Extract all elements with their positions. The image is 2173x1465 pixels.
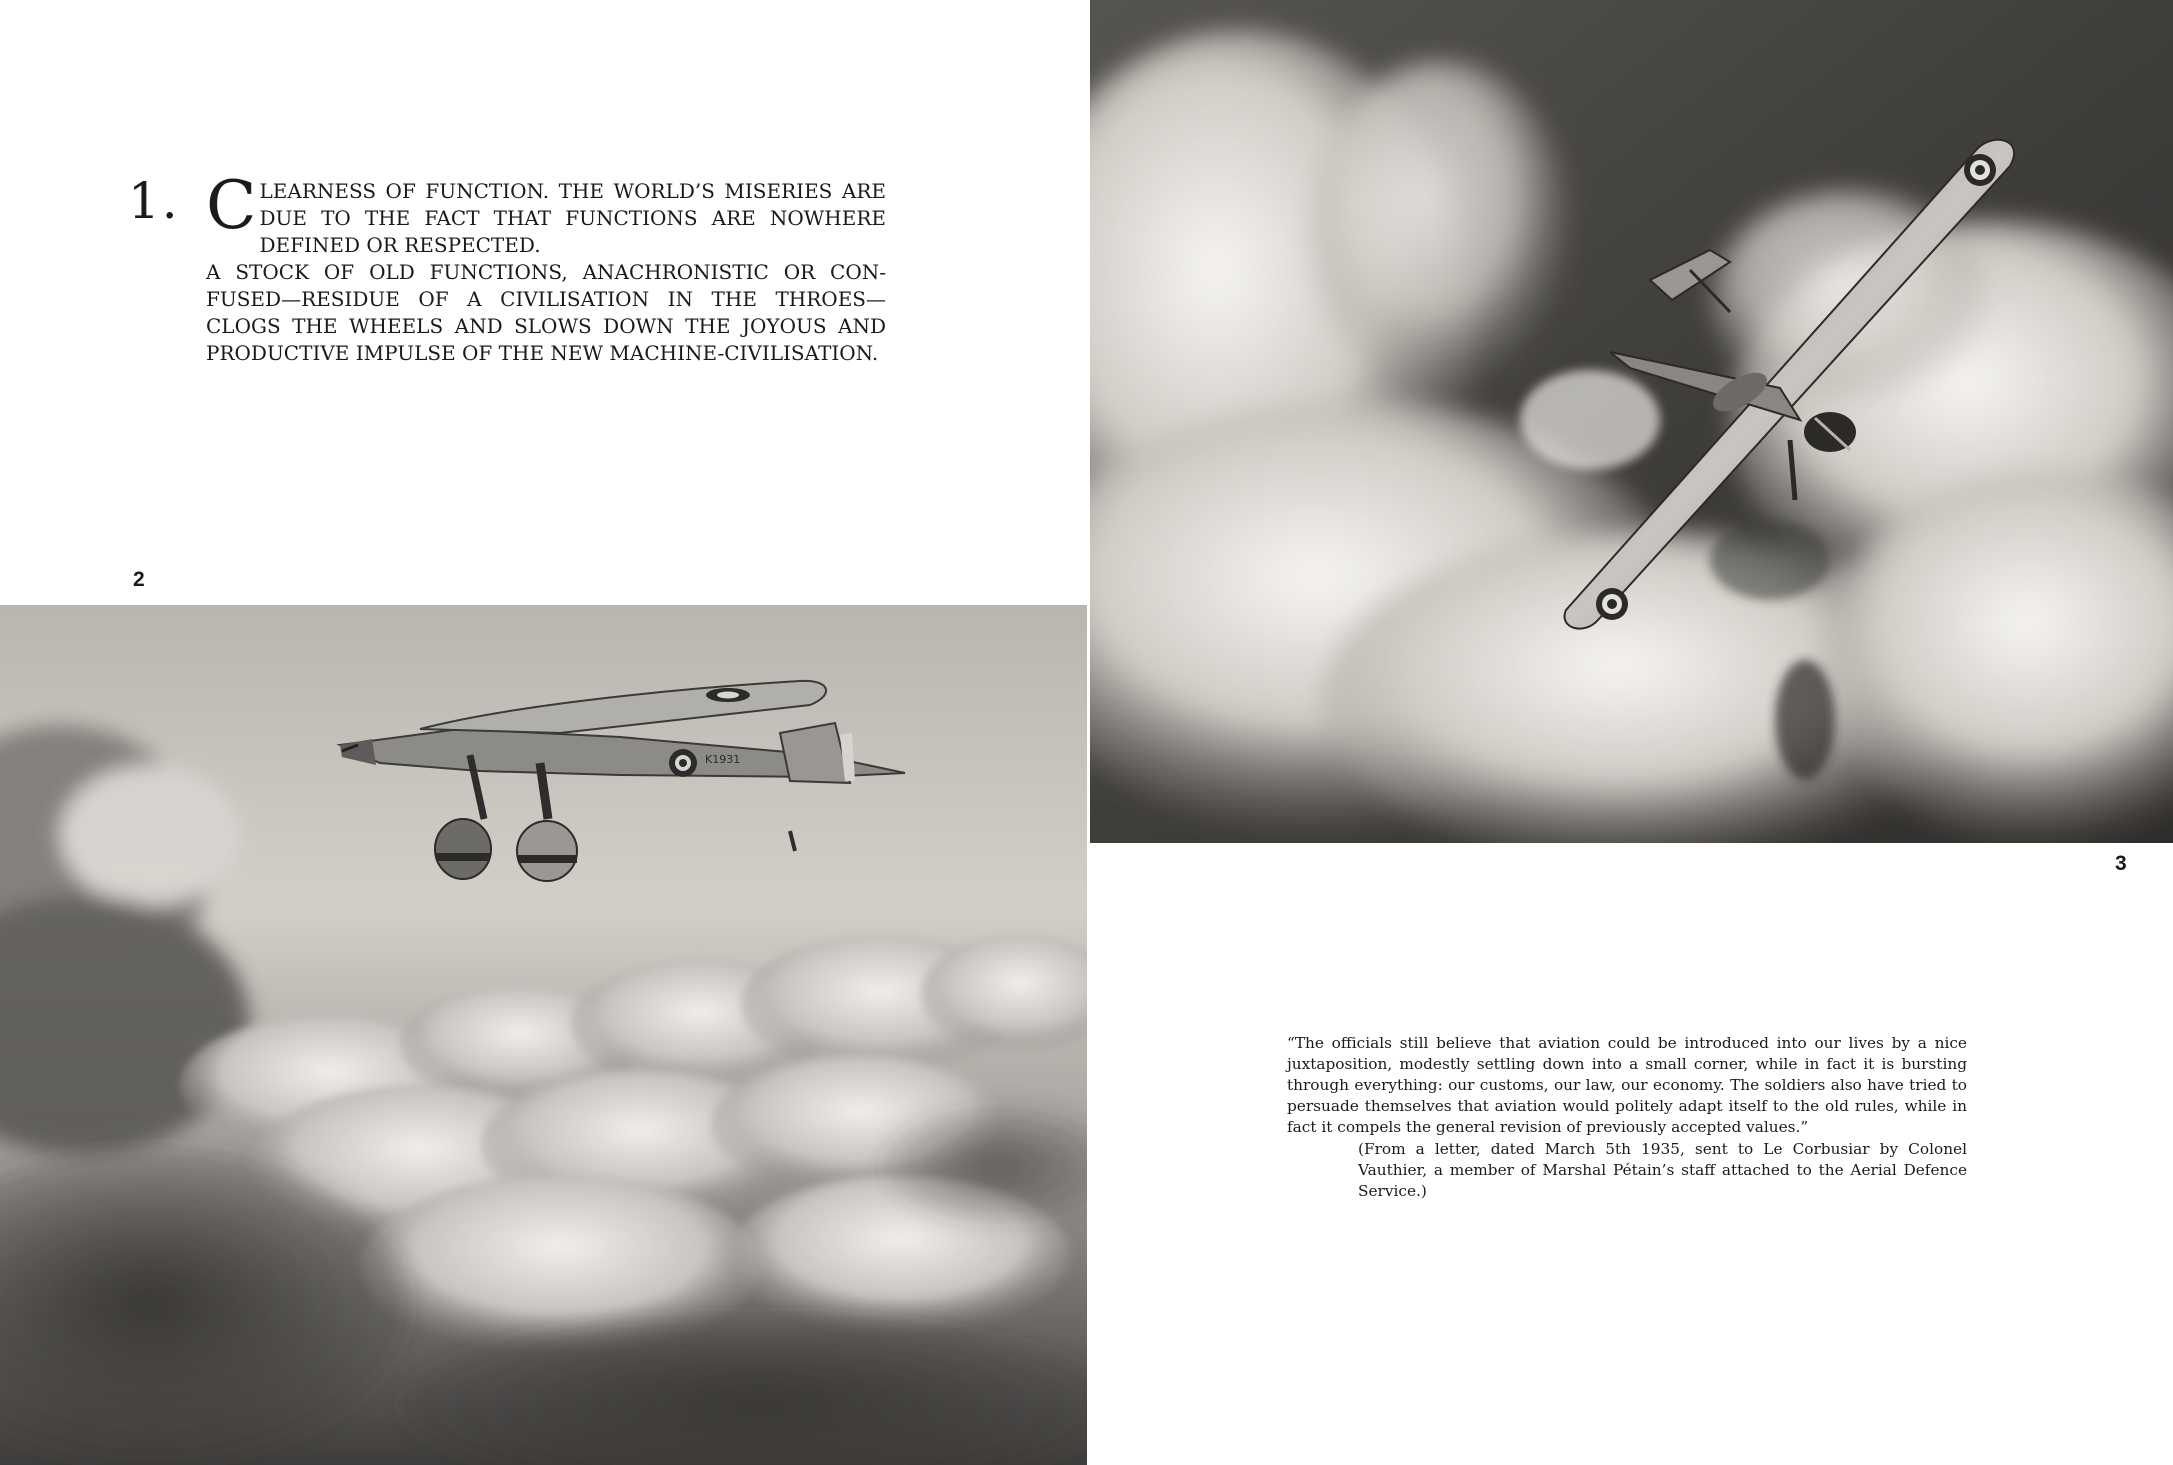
chapter-number: 1. bbox=[128, 172, 180, 230]
diving-aircraft-photo-image bbox=[1090, 0, 2173, 843]
paragraph-1-text: LEARNESS OF FUNCTION. THE WORLD’S MISERIES ARE DUE TO THE FACT THAT FUNCTIONS ARE NOWHERE DEFINED OR RESPECTED. bbox=[259, 179, 886, 257]
page-number-right: 3 bbox=[2115, 852, 2127, 875]
quote-text: “The officials still believe that aviation could be introduced into our lives by a nice juxtaposition, modestly settling down into a small corner, while in fact it is bursting through everything: our customs, our law, our economy. The soldiers also have tried to persuade themselves that aviation would politely adapt itself to the old rules, while in fact it compels the general revision of previously accepted values.” bbox=[1287, 1034, 1967, 1136]
photo-monoplane-above-clouds bbox=[0, 605, 1087, 1465]
chapter-paragraph-1 bbox=[206, 167, 886, 259]
aircraft-serial-marking: K1931 bbox=[705, 753, 741, 766]
monoplane-photo-image bbox=[0, 605, 1087, 1465]
photo-aircraft-diving-through-clouds bbox=[1090, 0, 2173, 843]
chapter-text bbox=[206, 167, 886, 367]
quote-block bbox=[1287, 1033, 1967, 1202]
page-number-left: 2 bbox=[133, 568, 145, 591]
chapter-paragraph-2: A STOCK OF OLD FUNCTIONS, ANACHRONISTIC OR CON-FUSED—RESIDUE OF A CIVILISATION IN THE THROES—CLOGS THE WHEELS AND SLOWS DOWN THE JOYOUS AND PRODUCTIVE IMPULSE OF THE NEW MACHINE-CIVILISATION. bbox=[206, 260, 886, 365]
quote-source: (From a letter, dated March 5th 1935, sent to Le Corbusiar by Colonel Vauthier, a member of Marshal Pétain’s staff attached to the Aerial Defence Service.) bbox=[1358, 1140, 1967, 1200]
drop-cap: C bbox=[206, 167, 257, 244]
